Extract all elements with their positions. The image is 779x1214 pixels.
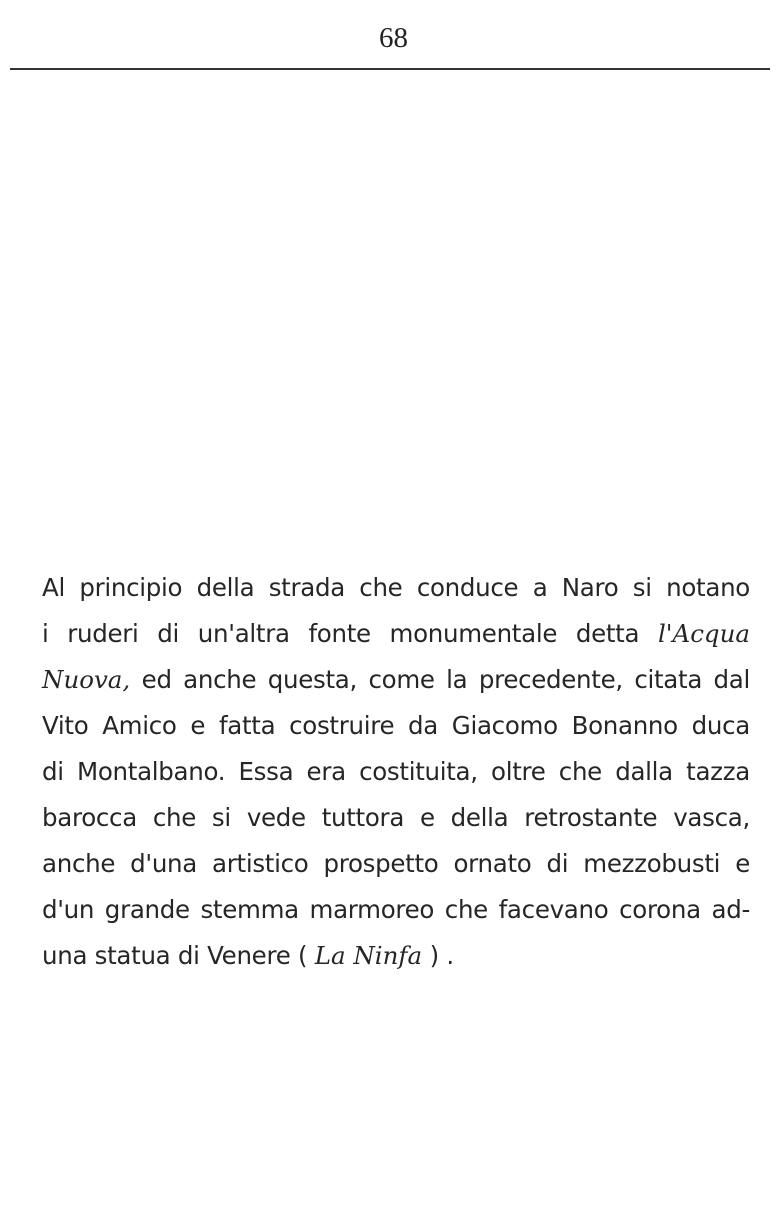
text-line: d'un grande stemma marmoreo che facevano corona ad- [42,895,750,924]
text-line: barocca che si vede tuttora e della retrostante vasca, [42,803,750,832]
text-line: i ruderi di un'altra fonte monumentale detta l'Acqua [42,619,750,648]
text-line: Al principio della strada che conduce a Naro si notano [42,573,750,602]
text-line: anche d'una artistico prospetto ornato di mezzobusti e [42,849,750,878]
header-rule [10,68,770,70]
text-line: Nuova, ed anche questa, come la precedente, citata dal [42,665,750,694]
italic-title: Nuova, [42,665,131,694]
body-paragraph [42,565,750,979]
page-number: 68 [379,22,408,54]
italic-title: La Ninfa [314,941,423,970]
text-line: di Montalbano. Essa era costituita, oltre che dalla tazza [42,757,750,786]
text-line: una statua di Venere ( La Ninfa ) . [42,941,454,970]
italic-title: l'Acqua [657,619,750,648]
text-line: Vito Amico e fatta costruire da Giacomo Bonanno duca [42,711,750,740]
